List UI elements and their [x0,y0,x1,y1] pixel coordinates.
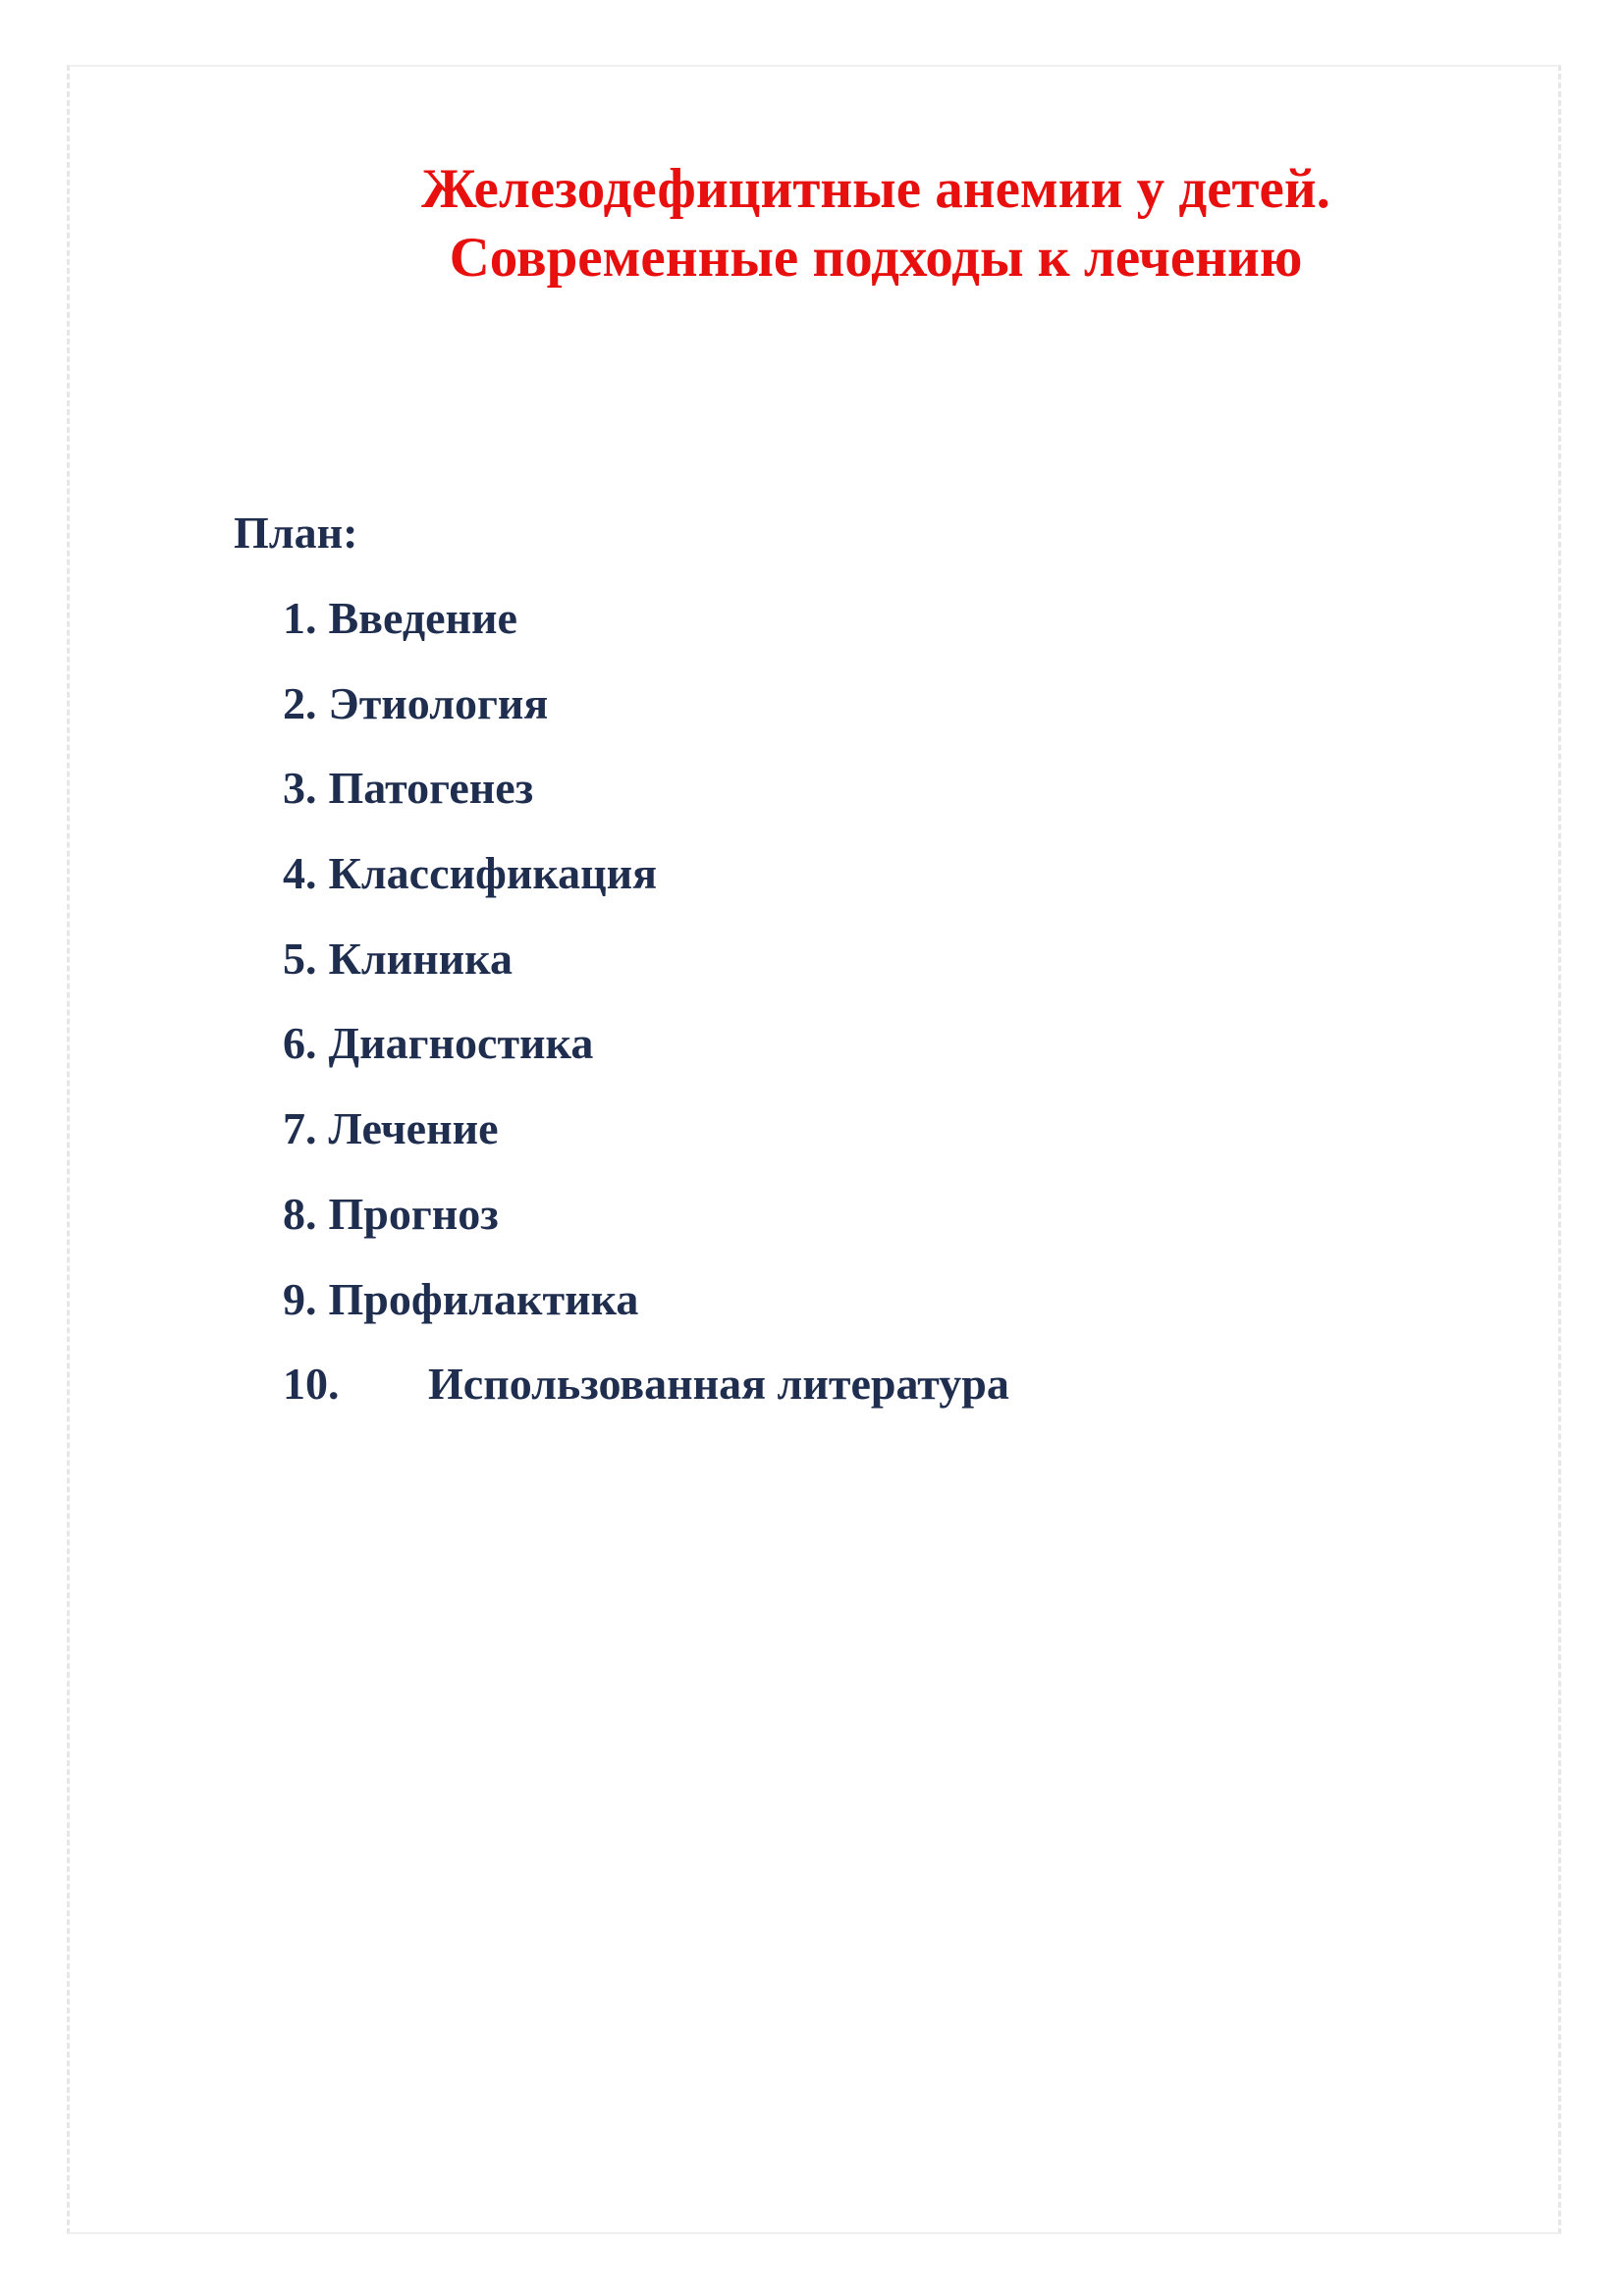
plan-item-text: Диагностика [328,1018,594,1069]
plan-item-number: 8. [283,1188,317,1239]
plan-item-number: 3. [283,763,317,814]
plan-item [283,925,1009,1010]
plan-item-number: 4. [283,848,317,899]
plan-item-text: Введение [328,593,517,643]
plan-item-text: Лечение [328,1103,499,1154]
plan-item-text: Этиология [328,677,549,728]
plan-item [283,584,1009,669]
plan-heading: План: [234,507,358,558]
plan-item [283,839,1009,925]
plan-item [283,1095,1009,1180]
plan-item-number: 9. [283,1273,317,1324]
plan-list [283,584,1009,1435]
plan-item-number: 7. [283,1103,317,1154]
title-line-2: Современные подходы к лечению [449,227,1303,289]
plan-item [283,1350,1009,1435]
plan-item-number: 5. [283,933,317,984]
plan-item-number: 6. [283,1018,317,1069]
document-title [0,155,1624,293]
plan-item [283,1180,1009,1265]
plan-item-number: 10. [283,1359,340,1410]
plan-item [283,754,1009,839]
plan-item-number: 1. [283,593,317,643]
plan-item [283,669,1009,755]
title-line-1: Железодефицитные анемии у детей. [421,158,1330,220]
plan-item-text: Классификация [328,848,658,899]
plan-item [283,1009,1009,1095]
plan-item-text: Прогноз [328,1188,499,1239]
plan-item-text: Клиника [328,933,513,984]
plan-item [283,1265,1009,1351]
plan-item-text: Использованная литература [428,1359,1009,1410]
plan-item-text: Патогенез [328,763,534,814]
plan-item-text: Профилактика [328,1273,639,1324]
plan-item-number: 2. [283,677,317,728]
